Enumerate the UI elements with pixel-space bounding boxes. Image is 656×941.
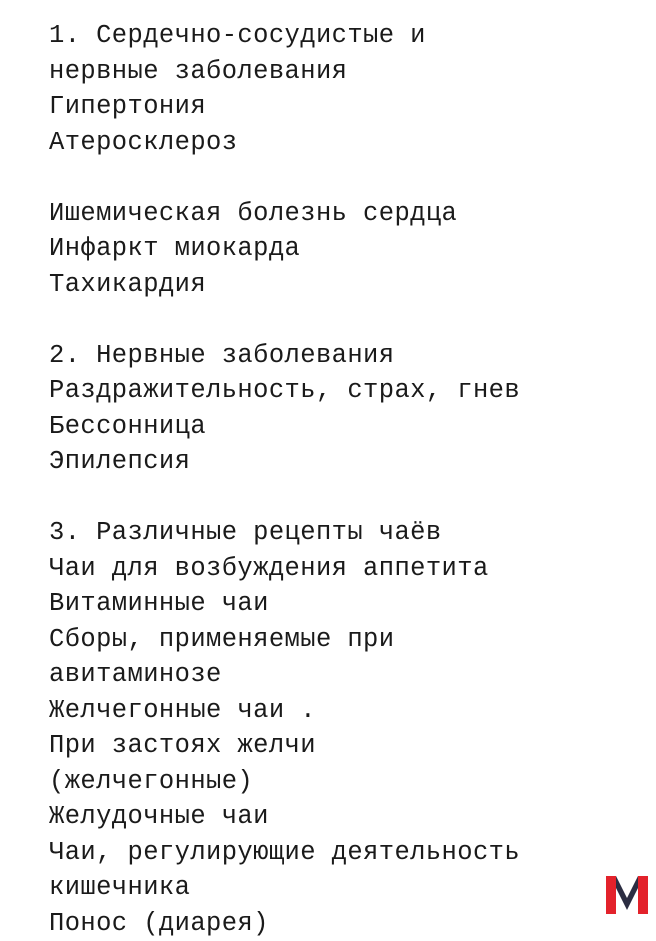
section-3-title: 3. Различные рецепты чаёв [49, 515, 656, 551]
blank-line [49, 302, 656, 338]
list-item: (желчегонные) [49, 764, 656, 800]
list-item: При застоях желчи [49, 728, 656, 764]
list-item: Атеросклероз [49, 125, 656, 161]
list-item: Сборы, применяемые при [49, 622, 656, 658]
list-item: Чаи, регулирующие деятельность [49, 835, 656, 871]
section-1-title: 1. Сердечно-сосудистые и [49, 18, 656, 54]
list-item: Раздражительность, страх, гнев [49, 373, 656, 409]
list-item: Бессонница [49, 409, 656, 445]
logo-left-stroke [606, 876, 616, 914]
document-body [49, 18, 656, 941]
blank-line [49, 160, 656, 196]
list-item: Желудочные чаи [49, 799, 656, 835]
list-item: Эпилепсия [49, 444, 656, 480]
list-item: Желчегонные чаи . [49, 693, 656, 729]
list-item: Витаминные чаи [49, 586, 656, 622]
section-2-title: 2. Нервные заболевания [49, 338, 656, 374]
list-item: авитаминозе [49, 657, 656, 693]
blank-line [49, 480, 656, 516]
section-1-title-continued: нервные заболевания [49, 54, 656, 90]
logo-right-stroke [638, 876, 648, 914]
list-item: кишечника [49, 870, 656, 906]
logo-icon [604, 872, 650, 916]
list-item: Инфаркт миокарда [49, 231, 656, 267]
list-item: Тахикардия [49, 267, 656, 303]
list-item: Гипертония [49, 89, 656, 125]
list-item: Ишемическая болезнь сердца [49, 196, 656, 232]
logo-center-v [616, 876, 638, 910]
list-item: Понос (диарея) [49, 906, 656, 941]
list-item: Чаи для возбуждения аппетита [49, 551, 656, 587]
